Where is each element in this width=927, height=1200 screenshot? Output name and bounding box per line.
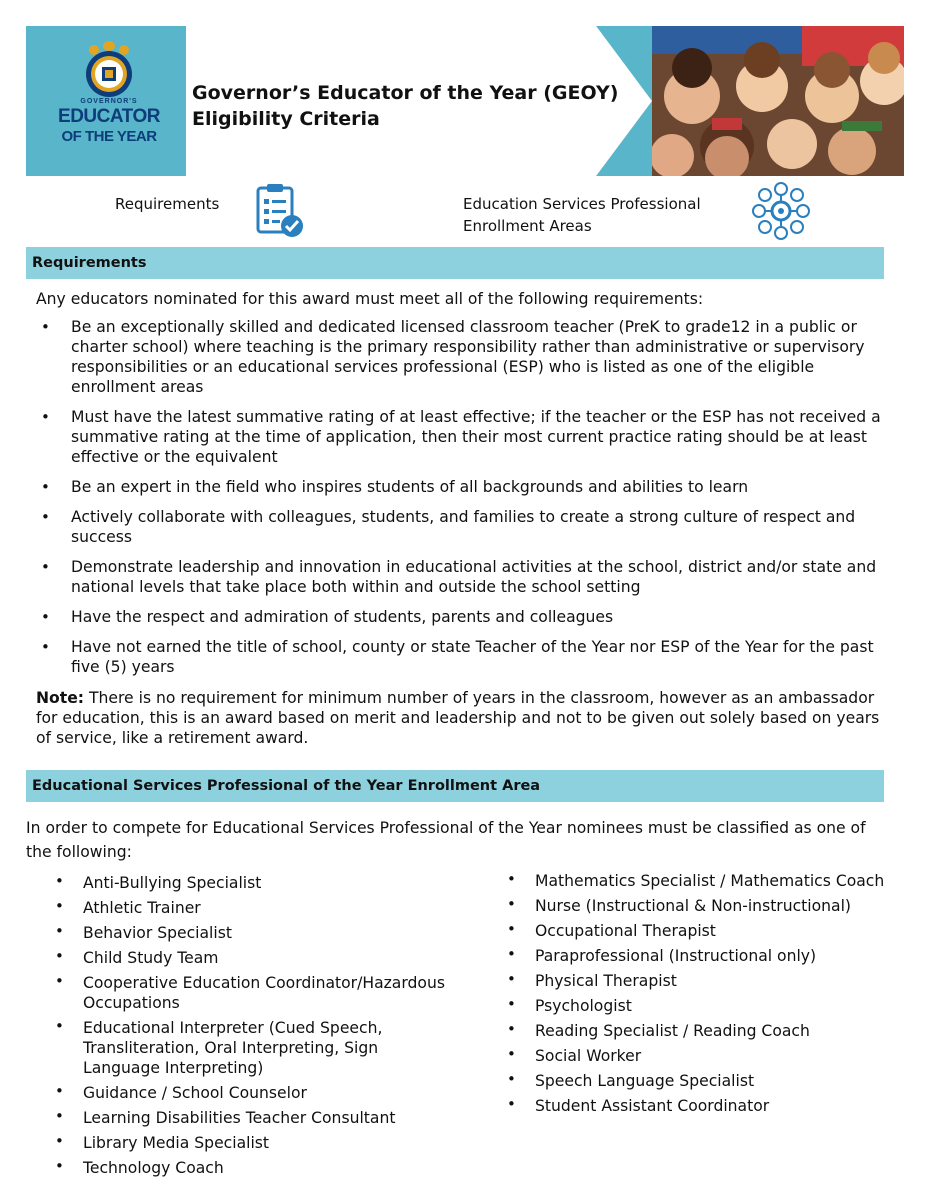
esp-item: • Guidance / School Counselor: [55, 1083, 445, 1103]
esp-item: • Library Media Specialist: [55, 1133, 445, 1153]
esp-item: • Athletic Trainer: [55, 898, 445, 918]
page-title-line-1: Governor’s Educator of the Year (GEOY): [192, 82, 619, 104]
children-photo: [652, 26, 904, 176]
requirements-list: [36, 317, 881, 687]
logo-educator-text: EDUCATOR: [58, 106, 160, 127]
esp-item: • Physical Therapist: [507, 971, 897, 991]
page-title: [192, 80, 652, 132]
note-text: There is no requirement for minimum number of years in the classroom, however as an ambassador for education, this is an award based on merit and leadership and not to be given out solely based on years of service, like a retirement award.: [36, 689, 880, 747]
esp-link-line-1: Education Services Professional: [463, 195, 701, 213]
logo-governors-text: GOVERNOR'S: [80, 98, 138, 105]
esp-list-right: [507, 871, 897, 1121]
logo-of-the-year-text: OF THE YEAR: [61, 128, 157, 145]
esp-item: • Student Assistant Coordinator: [507, 1096, 897, 1116]
esp-item: • Occupational Therapist: [507, 921, 897, 941]
requirement-item: • Be an expert in the field who inspires students of all backgrounds and abilities to learn: [36, 477, 881, 497]
requirement-item: • Be an exceptionally skilled and dedicated licensed classroom teacher (PreK to grade12 in a public or charter school) where teaching is the primary responsibility rather than administrative or supervisory responsibilities or an educational services professional (ESP) who is listed as one of the eligible enrollment areas: [36, 317, 881, 397]
esp-item: • Mathematics Specialist / Mathematics Coach: [507, 871, 897, 891]
esp-item: • Cooperative Education Coordinator/Hazardous Occupations: [55, 973, 445, 1013]
requirements-intro: Any educators nominated for this award must meet all of the following requirements:: [36, 290, 704, 308]
esp-item: • Paraprofessional (Instructional only): [507, 946, 897, 966]
esp-item: • Anti-Bullying Specialist: [55, 873, 445, 893]
requirement-item: • Have not earned the title of school, county or state Teacher of the Year nor ESP of the Year for the past five (5) years: [36, 637, 881, 677]
note-paragraph: [36, 688, 886, 748]
esp-item: • Social Worker: [507, 1046, 897, 1066]
esp-link-line-2: Enrollment Areas: [463, 217, 592, 235]
requirement-item: • Actively collaborate with colleagues, students, and families to create a strong culture of respect and success: [36, 507, 881, 547]
esp-item: • Behavior Specialist: [55, 923, 445, 943]
network-people-icon[interactable]: [752, 182, 810, 240]
esp-heading: Educational Services Professional of the Year Enrollment Area: [26, 770, 884, 802]
esp-enrollment-link[interactable]: [463, 193, 701, 237]
esp-intro: In order to compete for Educational Services Professional of the Year nominees must be classified as one of the following:: [26, 819, 866, 861]
esp-item: • Speech Language Specialist: [507, 1071, 897, 1091]
requirement-item: • Have the respect and admiration of students, parents and colleagues: [36, 607, 881, 627]
note-label: Note:: [36, 689, 85, 707]
requirements-link[interactable]: Requirements: [115, 195, 220, 213]
requirement-item: • Must have the latest summative rating of at least effective; if the teacher or the ESP has not received a summative rating at the time of application, then their most current practice rating should be at least effective or the equivalent: [36, 407, 881, 467]
esp-item: • Educational Interpreter (Cued Speech, Transliteration, Oral Interpreting, Sign Language Interpreting): [55, 1018, 445, 1078]
esp-list-left: [55, 873, 445, 1183]
requirement-item: • Demonstrate leadership and innovation in educational activities at the school, district and/or state and national levels that take place both within and outside the school setting: [36, 557, 881, 597]
esp-item: • Psychologist: [507, 996, 897, 1016]
esp-item: • Reading Specialist / Reading Coach: [507, 1021, 897, 1041]
page-title-line-2: Eligibility Criteria: [192, 108, 380, 130]
requirements-heading: Requirements: [26, 247, 884, 279]
esp-item: • Child Study Team: [55, 948, 445, 968]
esp-item: • Technology Coach: [55, 1158, 445, 1178]
esp-item: • Nurse (Instructional & Non-instructional): [507, 896, 897, 916]
clipboard-check-icon[interactable]: [254, 182, 306, 240]
esp-item: • Learning Disabilities Teacher Consultant: [55, 1108, 445, 1128]
